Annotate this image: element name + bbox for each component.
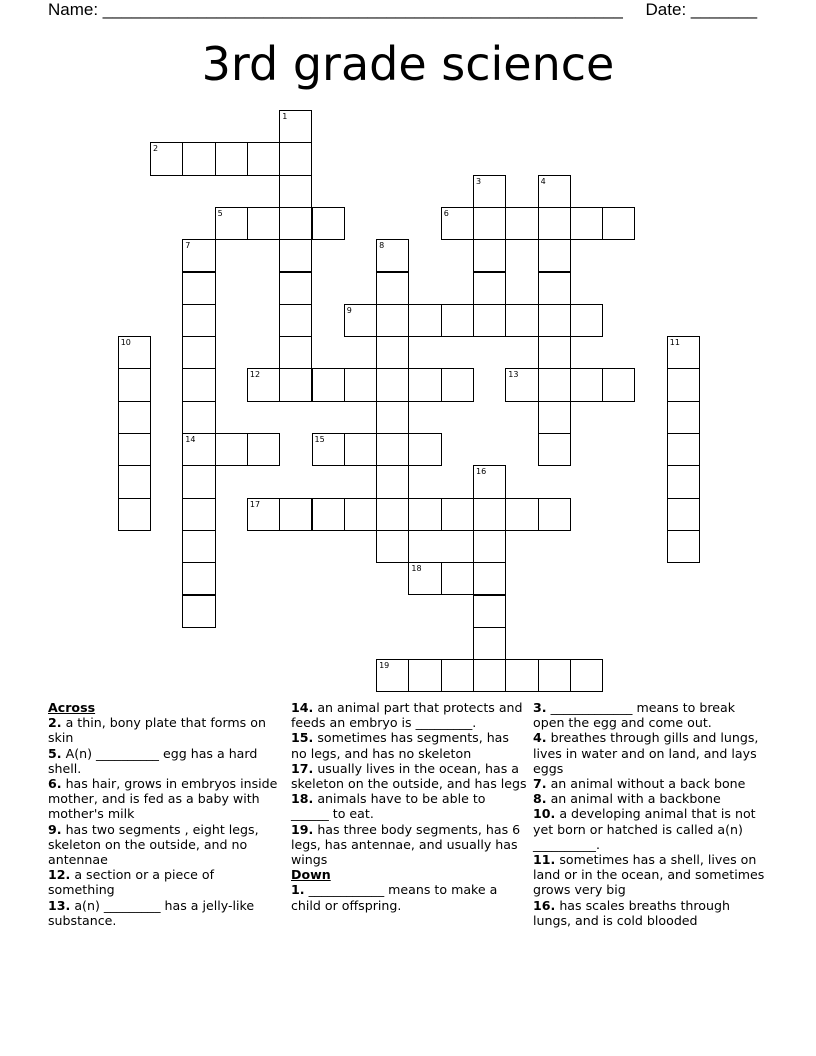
- clue-across-2: 2. a thin, bony plate that forms on skin: [48, 715, 266, 746]
- clue-down-11: 11. sometimes has a shell, lives on land or in the ocean, and sometimes grows very big: [533, 852, 765, 898]
- crossword-cell[interactable]: [473, 659, 506, 692]
- clue-across-14: 14. an animal part that protects and feeds an embryo is _________.: [291, 700, 523, 731]
- crossword-cell[interactable]: [538, 207, 571, 240]
- crossword-cell[interactable]: [344, 498, 377, 531]
- crossword-cell[interactable]: [473, 595, 506, 628]
- clue-down-10: 10. a developing animal that is not yet born or hatched is called a(n) __________.: [533, 806, 756, 852]
- clue-down-8: 8. an animal with a backbone: [533, 791, 721, 807]
- crossword-cell[interactable]: [376, 465, 409, 498]
- clue-number: 19: [379, 661, 390, 671]
- crossword-cell[interactable]: [376, 498, 409, 531]
- crossword-cell[interactable]: [441, 562, 474, 595]
- crossword-cell[interactable]: [538, 336, 571, 369]
- crossword-cell[interactable]: [312, 368, 345, 401]
- clue-number: 10: [120, 338, 131, 348]
- clue-down-16: 16. has scales breaths through lungs, and is cold blooded: [533, 897, 730, 928]
- crossword-cell[interactable]: [408, 304, 441, 337]
- crossword-cell[interactable]: [667, 336, 700, 369]
- clue-across-17: 17. usually lives in the ocean, has a skeleton on the outside, and has legs: [291, 760, 527, 792]
- crossword-cell[interactable]: [279, 239, 312, 272]
- date-field[interactable]: Date: _______: [645, 0, 758, 19]
- crossword-cell[interactable]: [538, 304, 571, 337]
- crossword-cell[interactable]: [505, 659, 538, 692]
- name-date-line: [48, 0, 758, 22]
- crossword-cell[interactable]: [538, 401, 571, 434]
- clue-number: 4: [540, 176, 546, 186]
- crossword-cell[interactable]: [667, 368, 700, 401]
- crossword-cell[interactable]: [408, 562, 441, 595]
- crossword-cell[interactable]: [279, 142, 312, 175]
- crossword-cell[interactable]: [538, 175, 571, 208]
- crossword-cell[interactable]: [215, 433, 248, 466]
- clue-down-3: 3. _____________ means to break open the egg and come out.: [533, 700, 736, 731]
- crossword-cell[interactable]: [570, 207, 603, 240]
- crossword-cell[interactable]: [408, 433, 441, 466]
- crossword-cell[interactable]: [473, 530, 506, 563]
- clues-column-2: [291, 700, 527, 913]
- crossword-cell[interactable]: [376, 336, 409, 369]
- crossword-cell[interactable]: [408, 659, 441, 692]
- crossword-cell[interactable]: [570, 304, 603, 337]
- crossword-cell[interactable]: [312, 207, 345, 240]
- crossword-cell[interactable]: [118, 401, 151, 434]
- crossword-cell[interactable]: [376, 304, 409, 337]
- clue-across-18: 18. animals have to be able to ______ to eat.: [291, 791, 486, 822]
- crossword-cell[interactable]: [473, 175, 506, 208]
- clue-number: 17: [249, 499, 261, 509]
- crossword-cell[interactable]: [344, 304, 377, 337]
- crossword-cell[interactable]: [279, 336, 312, 369]
- crossword-cell[interactable]: [376, 530, 409, 563]
- crossword-cell[interactable]: [279, 110, 312, 143]
- crossword-cell[interactable]: [667, 401, 700, 434]
- clue-across-19: 19. has three body segments, has 6 legs, has antennae, and usually has wings: [291, 821, 521, 868]
- clue-number: 2: [153, 144, 159, 154]
- clue-number: 16: [476, 467, 487, 477]
- clue-number: 13: [508, 370, 519, 380]
- name-field[interactable]: Name: _______________________________________________________: [48, 0, 623, 19]
- crossword-cell[interactable]: [279, 368, 312, 401]
- crossword-cell[interactable]: [473, 207, 506, 240]
- crossword-cell[interactable]: [182, 562, 215, 595]
- crossword-cell[interactable]: [182, 336, 215, 369]
- clue-number: 6: [443, 208, 449, 218]
- crossword-cell[interactable]: [538, 272, 571, 305]
- crossword-cell[interactable]: [473, 465, 506, 498]
- crossword-cell[interactable]: [376, 272, 409, 305]
- crossword-cell[interactable]: [408, 498, 441, 531]
- across-heading: Across: [48, 700, 96, 715]
- crossword-cell[interactable]: [279, 272, 312, 305]
- crossword-cell[interactable]: [279, 304, 312, 337]
- crossword-cell[interactable]: [473, 272, 506, 305]
- crossword-cell[interactable]: [247, 498, 280, 531]
- crossword-cell[interactable]: [538, 239, 571, 272]
- crossword-cell[interactable]: [182, 368, 215, 401]
- crossword-cell[interactable]: [376, 659, 409, 692]
- crossword-cell[interactable]: [182, 595, 215, 628]
- clue-number: 14: [185, 435, 196, 444]
- crossword-cell[interactable]: [473, 498, 506, 531]
- clue-number: 7: [185, 241, 191, 251]
- crossword-cell[interactable]: [473, 627, 506, 660]
- clue-across-15: 15. sometimes has segments, has no legs, and has no skeleton: [291, 730, 509, 761]
- clue-down-7: 7. an animal without a back bone: [533, 776, 746, 792]
- crossword-cell[interactable]: [182, 272, 215, 305]
- crossword-cell[interactable]: [182, 401, 215, 434]
- crossword-cell[interactable]: [473, 239, 506, 272]
- crossword-cell[interactable]: [473, 562, 506, 595]
- clue-number: 9: [346, 305, 352, 315]
- crossword-cell[interactable]: [505, 304, 538, 337]
- crossword-cell[interactable]: [215, 142, 248, 175]
- crossword-cell[interactable]: [538, 498, 571, 531]
- crossword-cell[interactable]: [118, 336, 151, 369]
- crossword-cell[interactable]: [247, 368, 280, 401]
- crossword-cell[interactable]: [150, 142, 183, 175]
- clue-down-4: 4. breathes through gills and lungs, lives in water and on land, and lays eggs: [533, 730, 759, 776]
- clue-across-6: 6. has hair, grows in embryos inside mother, and is fed as a baby with mother's milk: [48, 776, 278, 822]
- crossword-cell[interactable]: [247, 142, 280, 175]
- crossword-cell[interactable]: [441, 368, 474, 401]
- crossword-cell[interactable]: [279, 498, 312, 531]
- crossword-cell[interactable]: [279, 207, 312, 240]
- crossword-cell[interactable]: [182, 465, 215, 498]
- crossword-cell[interactable]: [118, 368, 151, 401]
- crossword-cell[interactable]: [441, 659, 474, 692]
- crossword-cell[interactable]: [473, 304, 506, 337]
- crossword-cell[interactable]: [182, 498, 215, 531]
- crossword-cell[interactable]: [376, 368, 409, 401]
- crossword-cell[interactable]: [182, 433, 215, 466]
- crossword-cell[interactable]: [570, 659, 603, 692]
- clue-number: 15: [314, 435, 325, 444]
- crossword-cell[interactable]: [344, 433, 377, 466]
- crossword-cell[interactable]: [182, 142, 215, 175]
- page-title: 3rd grade science: [201, 37, 615, 91]
- clue-across-5: 5. A(n) __________ egg has a hard shell.: [48, 745, 258, 776]
- crossword-cell[interactable]: [505, 368, 538, 401]
- crossword-cell[interactable]: [279, 175, 312, 208]
- crossword-cell[interactable]: [602, 368, 635, 401]
- crossword-cell[interactable]: [538, 659, 571, 692]
- clue-number: 11: [669, 338, 680, 348]
- crossword-cell[interactable]: [118, 498, 151, 531]
- crossword-cell[interactable]: [667, 465, 700, 498]
- crossword-cell[interactable]: [182, 530, 215, 563]
- crossword-cell[interactable]: [667, 433, 700, 466]
- crossword-cell[interactable]: [505, 207, 538, 240]
- crossword-cell[interactable]: [247, 207, 280, 240]
- crossword-cell[interactable]: [376, 239, 409, 272]
- crossword-cell[interactable]: [344, 368, 377, 401]
- down-heading: Down: [291, 867, 331, 883]
- crossword-cell[interactable]: [118, 465, 151, 498]
- crossword-cell[interactable]: [441, 207, 474, 240]
- clue-number: 5: [217, 208, 223, 218]
- crossword-cell[interactable]: [408, 368, 441, 401]
- crossword-cell[interactable]: [376, 401, 409, 434]
- crossword-cell[interactable]: [247, 433, 280, 466]
- clues-column-3: [533, 700, 769, 928]
- clue-across-13: 13. a(n) _________ has a jelly-like substance.: [48, 897, 255, 928]
- crossword-cell[interactable]: [182, 239, 215, 272]
- clue-down-1: 1. ____________ means to make a child or offspring.: [291, 882, 498, 913]
- clue-across-12: 12. a section or a piece of something: [48, 867, 215, 898]
- clue-across-9: 9. has two segments , eight legs, skeleton on the outside, and no antennae: [48, 821, 259, 868]
- crossword-cell[interactable]: [118, 433, 151, 466]
- crossword-cell[interactable]: [505, 498, 538, 531]
- crossword-cell[interactable]: [570, 368, 603, 401]
- crossword-cell[interactable]: [667, 498, 700, 531]
- clue-number: 18: [411, 564, 422, 574]
- crossword-cell[interactable]: [312, 498, 345, 531]
- crossword-cell[interactable]: [667, 530, 700, 563]
- clues-column-1: [48, 700, 284, 928]
- crossword-cell[interactable]: [376, 433, 409, 466]
- crossword-cell[interactable]: [215, 207, 248, 240]
- crossword-cell[interactable]: [441, 498, 474, 531]
- crossword-cell[interactable]: [602, 207, 635, 240]
- crossword-cell[interactable]: [182, 304, 215, 337]
- crossword-cell[interactable]: [538, 433, 571, 466]
- clue-number: 12: [249, 370, 261, 380]
- crossword-cell[interactable]: [312, 433, 345, 466]
- clue-number: 3: [476, 176, 482, 186]
- crossword-cell[interactable]: [538, 368, 571, 401]
- crossword-cell[interactable]: [441, 304, 474, 337]
- clue-number: 8: [379, 241, 385, 251]
- clue-number: 1: [282, 112, 288, 121]
